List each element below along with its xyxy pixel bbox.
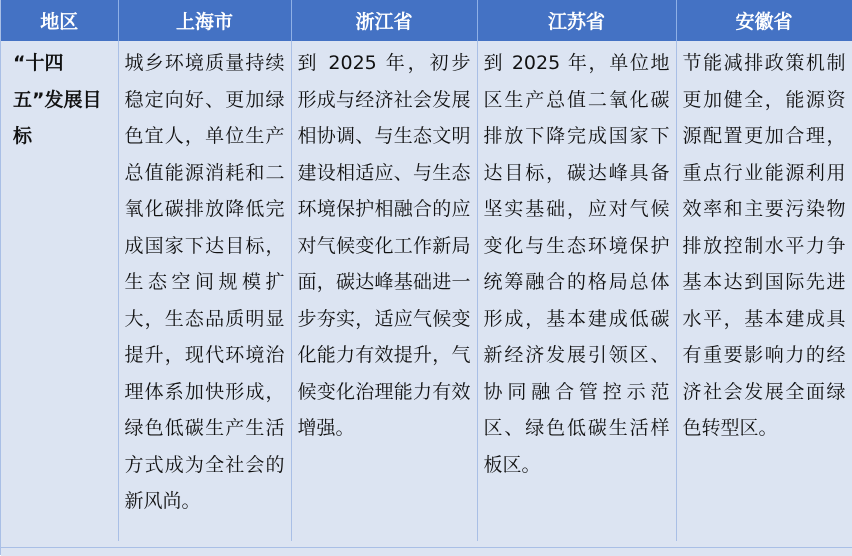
cell-jiangsu: 到 2025 年，单位地区生产总值二氧化碳排放下降完成国家下达目标，碳达峰具备坚实基础，应对气候变化与生态环境保护统筹融合的格局总体形成，基本建成低碳新经济发展引领区、协同融合管控示范区、绿色低碳生活样板区。 (477, 41, 676, 541)
header-shanghai: 上海市 (118, 0, 291, 41)
table-row (1, 41, 852, 541)
cell-anhui: 节能减排政策机制更加健全，能源资源配置更加合理，重点行业能源利用效率和主要污染物排放控制水平力争基本达到国际先进水平，基本建成具有重要影响力的经济社会发展全面绿色转型区。 (676, 41, 852, 541)
header-jiangsu: 江苏省 (477, 0, 676, 41)
cell-zhejiang: 到 2025 年，初步形成与经济社会发展相协调、与生态文明建设相适应、与生态环境保护相融合的应对气候变化工作新局面，碳达峰基础进一步夯实，适应气候变化能力有效提升，气候变化治理能力有效增强。 (291, 41, 477, 541)
table-header-row (1, 0, 852, 41)
header-anhui: 安徽省 (676, 0, 852, 41)
header-zhejiang: 浙江省 (291, 0, 477, 41)
row-label-goals: “十四五”发展目标 (1, 41, 118, 541)
header-region: 地区 (1, 0, 118, 41)
cell-shanghai: 城乡环境质量持续稳定向好、更加绿色宜人，单位生产总值能源消耗和二氧化碳排放降低完成国家下达目标，生态空间规模扩大，生态品质明显提升，现代环境治理体系加快形成，绿色低碳生产生活方式成为全社会的新风尚。 (118, 41, 291, 541)
goals-table (1, 0, 852, 541)
